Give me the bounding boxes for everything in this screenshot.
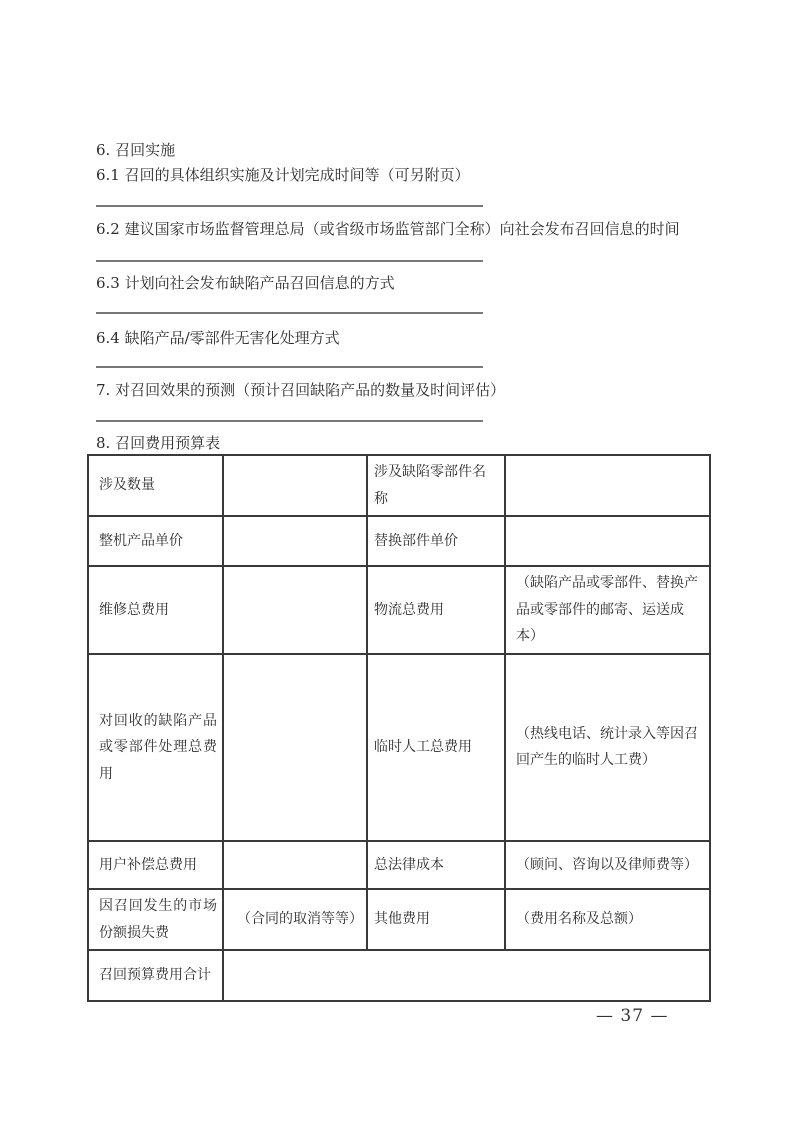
- table-row: [88, 654, 710, 841]
- section-6-2-text: 6.2 建议国家市场监督管理总局（或省级市场监管部门全称）向社会发布召回信息的时间: [96, 220, 680, 238]
- fill-in-rule-4: [96, 366, 483, 368]
- section-7-text: 7. 对召回效果的预测（预计召回缺陷产品的数量及时间评估）: [96, 381, 506, 399]
- cell-label-quantity: 涉及数量: [88, 455, 223, 516]
- table-row: [88, 455, 710, 516]
- cell-label-temp-labor-cost: 临时人工总费用: [367, 654, 505, 841]
- cell-label-unit-price-replacement: 替换部件单价: [367, 516, 505, 566]
- cell-note-blank: [505, 516, 710, 566]
- section-6-1-text: 6.1 召回的具体组织实施及计划完成时间等（可另附页）: [96, 166, 470, 184]
- cell-note-logistics: （缺陷产品或零部件、替换产品或零部件的邮寄、运送成本）: [505, 566, 710, 654]
- table-row: [88, 516, 710, 566]
- cell-label-market-share-loss: 因召回发生的市场份额损失费: [88, 889, 223, 950]
- cell-label-other-cost: 其他费用: [367, 889, 505, 950]
- fill-in-rule-5: [96, 420, 483, 422]
- section-6-3-text: 6.3 计划向社会发布缺陷产品召回信息的方式: [96, 274, 395, 292]
- cell-note-temp-labor: （热线电话、统计录入等因召回产生的临时人工费）: [505, 654, 710, 841]
- cell-value-blank: [223, 455, 367, 516]
- table-row: [88, 950, 710, 1001]
- section-6-4-text: 6.4 缺陷产品/零部件无害化处理方式: [96, 329, 340, 347]
- cell-note-blank: [505, 455, 710, 516]
- section-8-heading: 8. 召回费用预算表: [96, 434, 221, 452]
- cell-label-defective-part-name: 涉及缺陷零部件名称: [367, 455, 505, 516]
- cell-label-user-compensation: 用户补偿总费用: [88, 841, 223, 889]
- fill-in-rule-3: [96, 312, 483, 314]
- cell-value-blank: [223, 566, 367, 654]
- cell-note-legal: （顾问、咨询以及律师费等）: [505, 841, 710, 889]
- cell-note-other: （费用名称及总额）: [505, 889, 710, 950]
- cell-label-logistics-cost: 物流总费用: [367, 566, 505, 654]
- cell-value-blank: [223, 841, 367, 889]
- table-row: [88, 841, 710, 889]
- cell-label-budget-total: 召回预算费用合计: [88, 950, 223, 1001]
- cell-label-legal-cost: 总法律成本: [367, 841, 505, 889]
- cell-value-blank: [223, 654, 367, 841]
- recall-budget-table: [87, 454, 711, 1002]
- section-6-heading: 6. 召回实施: [96, 141, 176, 159]
- cell-value-blank: [223, 516, 367, 566]
- cell-label-unit-price-product: 整机产品单价: [88, 516, 223, 566]
- cell-note-contract-cancel: （合同的取消等等）: [223, 889, 367, 950]
- table-row: [88, 889, 710, 950]
- page-number: — 37 —: [596, 1006, 669, 1026]
- fill-in-rule-2: [96, 260, 483, 262]
- table-row: [88, 566, 710, 654]
- cell-value-budget-total: [223, 950, 710, 1001]
- cell-label-repair-cost: 维修总费用: [88, 566, 223, 654]
- cell-label-disposal-cost: 对回收的缺陷产品或零部件处理总费用: [88, 654, 223, 841]
- fill-in-rule-1: [96, 205, 483, 207]
